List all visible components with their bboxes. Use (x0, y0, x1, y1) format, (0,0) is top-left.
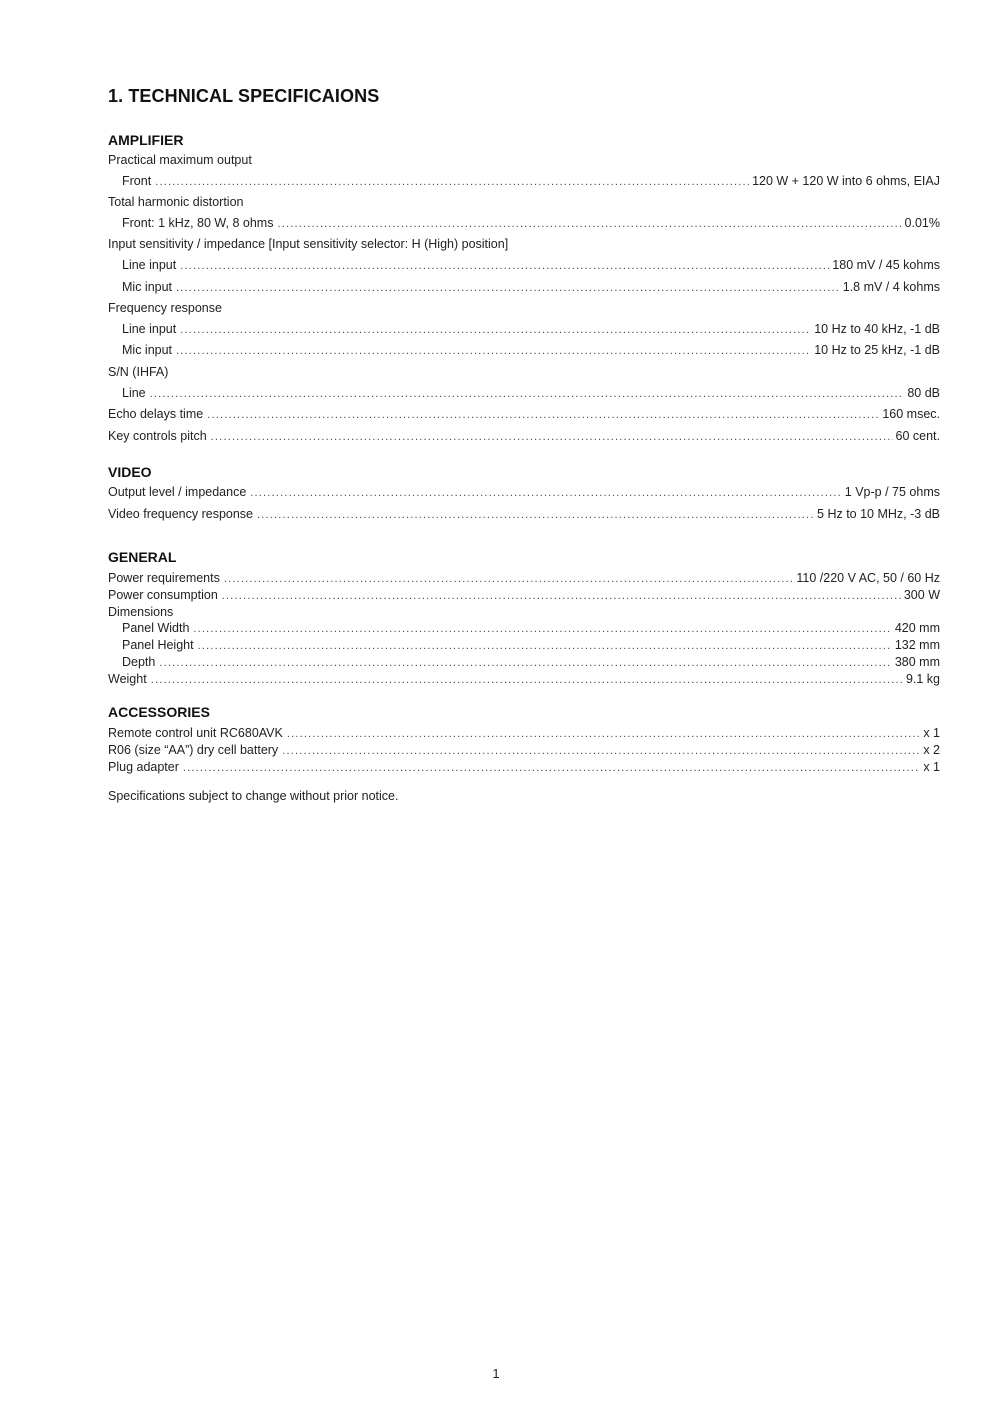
spec-label: Mic input (122, 279, 173, 294)
spec-value: x 2 (923, 743, 940, 757)
spec-label: Power consumption (108, 588, 218, 602)
spec-row (108, 426, 940, 448)
spec-label: Key controls pitch (108, 428, 207, 443)
dot-leader (150, 384, 905, 405)
spec-value: 5 Hz to 10 MHz, -3 dB (817, 506, 940, 521)
spec-row (108, 587, 940, 604)
spec-label: Panel Width (122, 621, 190, 635)
spec-group-label: Total harmonic distortion (108, 195, 244, 210)
page-title: 1. TECHNICAL SPECIFICAIONS (108, 86, 380, 106)
dot-leader (277, 214, 901, 235)
spec-value: 132 mm (894, 638, 940, 652)
spec-row (108, 504, 940, 526)
spec-label: Power requirements (108, 571, 220, 585)
spec-row (108, 654, 940, 671)
spec-row (108, 570, 940, 587)
spec-label: Output level / impedance (108, 485, 247, 499)
spec-row (108, 213, 940, 235)
spec-value: 420 mm (894, 621, 940, 635)
dot-leader (224, 571, 794, 587)
dot-leader (211, 427, 893, 448)
spec-row (108, 340, 940, 362)
spec-row (108, 742, 940, 759)
spec-label: Video frequency response (108, 506, 254, 521)
spec-value: 60 cent. (895, 428, 940, 443)
dot-leader (180, 320, 811, 341)
spec-value: 10 Hz to 40 kHz, -1 dB (814, 321, 940, 336)
spec-row (108, 759, 940, 776)
general-heading: GENERAL (108, 549, 177, 565)
spec-row (108, 671, 940, 688)
spec-row (108, 482, 940, 504)
dot-leader (193, 621, 891, 637)
spec-value: 300 W (903, 588, 940, 602)
spec-label: Front: 1 kHz, 80 W, 8 ohms (122, 215, 274, 230)
spec-label: Echo delays time (108, 407, 204, 422)
spec-value: x 1 (923, 760, 940, 774)
spec-label: Panel Height (122, 638, 194, 652)
spec-value: 1.8 mV / 4 kohms (842, 279, 940, 294)
dot-leader (151, 672, 903, 688)
spec-value: 1 Vp-p / 75 ohms (844, 485, 940, 499)
accessories-heading: ACCESSORIES (108, 704, 210, 720)
page-number: 1 (492, 1366, 500, 1381)
spec-group-label: Practical maximum output (108, 153, 252, 167)
spec-row (108, 255, 940, 277)
spec-row (108, 725, 940, 742)
spec-value: 10 Hz to 25 kHz, -1 dB (814, 343, 940, 358)
disclaimer-note: Specifications subject to change without prior notice. (108, 789, 399, 803)
dot-leader (183, 760, 920, 776)
dot-leader (198, 638, 892, 654)
spec-label: R06 (size “AA”) dry cell battery (108, 743, 279, 757)
spec-value: 120 W + 120 W into 6 ohms, EIAJ (752, 173, 940, 188)
dot-leader (176, 278, 840, 299)
amplifier-section (108, 130, 940, 447)
spec-value: x 1 (923, 726, 940, 740)
dot-leader (282, 743, 920, 759)
spec-value: 9.1 kg (905, 672, 940, 686)
dot-leader (159, 655, 891, 671)
spec-label: Mic input (122, 343, 173, 358)
spec-label: Weight (108, 672, 147, 686)
general-section (108, 547, 940, 688)
dot-leader (222, 588, 901, 604)
video-section (108, 462, 940, 525)
spec-row (108, 383, 940, 405)
spec-value: 80 dB (907, 385, 940, 400)
spec-row (108, 620, 940, 637)
spec-row (108, 319, 940, 341)
spec-label: Front (122, 173, 152, 188)
spec-value: 110 /220 V AC, 50 / 60 Hz (796, 571, 940, 585)
spec-label: Line input (122, 257, 177, 272)
spec-label: Depth (122, 655, 156, 669)
spec-row (108, 404, 940, 426)
spec-value: 180 mV / 45 kohms (832, 257, 940, 272)
spec-group-label: Dimensions (108, 605, 174, 619)
dot-leader (155, 172, 749, 193)
video-heading: VIDEO (108, 464, 152, 480)
spec-group-label: S/N (IHFA) (108, 364, 169, 379)
spec-row (108, 277, 940, 299)
dot-leader (257, 505, 814, 526)
spec-label: Remote control unit RC680AVK (108, 726, 283, 740)
spec-value: 380 mm (894, 655, 940, 669)
spec-label: Line input (122, 321, 177, 336)
accessories-section (108, 702, 940, 776)
dot-leader (250, 483, 842, 504)
spec-group-label: Frequency response (108, 301, 222, 316)
amplifier-heading: AMPLIFIER (108, 132, 184, 148)
dot-leader (180, 256, 829, 277)
dot-leader (287, 726, 920, 742)
spec-row (108, 171, 940, 193)
spec-value: 0.01% (904, 215, 940, 230)
spec-label: Plug adapter (108, 760, 179, 774)
dot-leader (176, 341, 811, 362)
spec-group-label: Input sensitivity / impedance [Input sensitivity selector: H (High) position] (108, 237, 509, 252)
dot-leader (207, 405, 879, 426)
spec-label: Line (122, 385, 146, 400)
spec-value: 160 msec. (882, 407, 940, 422)
spec-row (108, 637, 940, 654)
